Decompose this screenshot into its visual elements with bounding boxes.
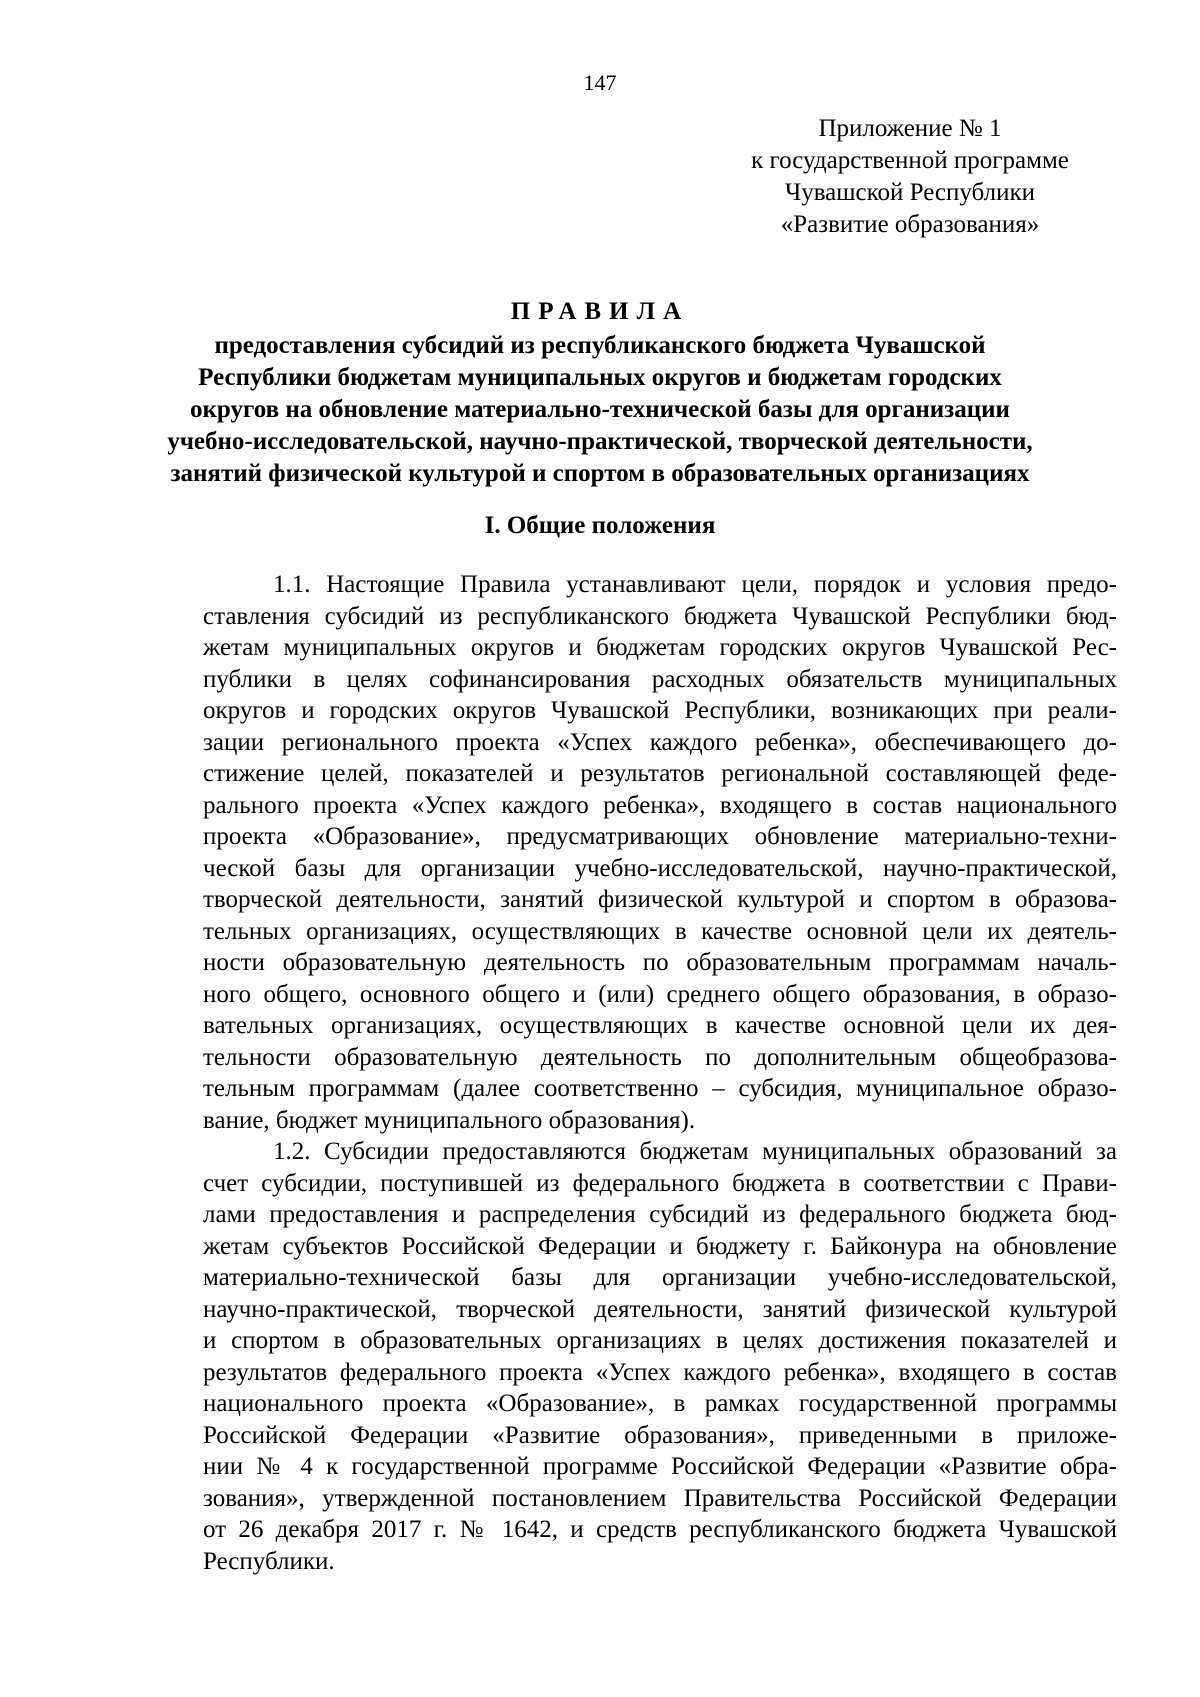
text-line: тельности образовательную деятельность по дополнительным общеобразова-	[203, 1043, 1117, 1071]
page-number: 147	[583, 70, 617, 95]
text-line: ного общего, основного общего и (или) среднего общего образования, в образо-	[203, 980, 1117, 1008]
body-text	[203, 569, 1117, 1577]
appendix-line: Приложение № 1	[818, 115, 1002, 142]
text-line: и спортом в образовательных организациях в целях достижения показателей и	[203, 1327, 1117, 1354]
text-line: жетам муниципальных округов и бюджетам городских округов Чувашской Рес-	[203, 634, 1117, 661]
text-line: национального проекта «Образование», в рамках государственной программы	[203, 1390, 1117, 1417]
document-title: ПРАВИЛА	[510, 298, 690, 325]
text-line: тельных организациях, осуществляющих в качестве основной цели их деятель-	[203, 917, 1117, 945]
text-line: лами предоставления и распределения субсидий из федерального бюджета бюд-	[203, 1201, 1117, 1228]
document-subtitle-line: занятий физической культурой и спортом в образовательных организациях	[170, 460, 1030, 487]
section-heading: I. Общие положения	[484, 512, 716, 539]
text-line: ности образовательную деятельность по образовательным программам началь-	[203, 949, 1117, 976]
document-title-block	[0, 296, 1200, 490]
text-line: тельным программам (далее соответственно – субсидия, муниципальное образо-	[203, 1075, 1117, 1102]
text-line: ставления субсидий из республиканского бюджета Чувашской Республики бюд-	[203, 602, 1117, 630]
text-line: от 26 декабря 2017 г. № 1642, и средств республиканского бюджета Чувашской	[203, 1516, 1117, 1543]
text-line: стижение целей, показателей и результатов региональной составляющей феде-	[203, 760, 1117, 787]
text-line: зования», утвержденной постановлением Правительства Российской Федерации	[203, 1484, 1117, 1512]
text-line: материально-технической базы для организации учебно-исследовательской,	[203, 1264, 1117, 1291]
paragraph-1-2	[203, 1136, 1117, 1577]
text-line: рального проекта «Успех каждого ребенка», входящего в состав национального	[203, 791, 1117, 819]
text-line: научно-практической, творческой деятельности, занятий физической культурой	[203, 1295, 1117, 1323]
text-line: публики в целях софинансирования расходных обязательств муниципальных	[203, 665, 1117, 693]
document-subtitle-line: предоставления субсидий из республиканского бюджета Чувашской	[214, 332, 986, 359]
text-line: 1.1. Настоящие Правила устанавливают цели, порядок и условия предо-	[273, 571, 1117, 598]
appendix-line: «Развитие образования»	[780, 211, 1040, 238]
text-line: округов и городских округов Чувашской Республики, возникающих при реали-	[203, 697, 1117, 724]
paragraph-1-1	[203, 569, 1117, 1136]
document-subtitle-line: учебно-исследовательской, научно-практической, творческой деятельности,	[167, 428, 1033, 455]
text-line: зации регионального проекта «Успех каждого ребенка», обеспечивающего до-	[203, 728, 1117, 756]
text-line: 1.2. Субсидии предоставляются бюджетам муниципальных образований за	[273, 1138, 1117, 1165]
text-line: ческой базы для организации учебно-исследовательской, научно-практической,	[203, 854, 1117, 882]
text-line: проекта «Образование», предусматривающих обновление материально-техни-	[203, 823, 1117, 850]
text-line: счет субсидии, поступившей из федерального бюджета в соответствии с Прави-	[203, 1169, 1117, 1197]
text-line: Российской Федерации «Развитие образования», приведенными в приложе-	[203, 1421, 1117, 1449]
appendix-line: к государственной программе	[751, 147, 1069, 174]
text-line: творческой деятельности, занятий физической культурой и спортом в образова-	[203, 886, 1117, 913]
document-subtitle-line: Республики бюджетам муниципальных округов и бюджетам городских	[198, 364, 1002, 391]
text-line: вательных организациях, осуществляющих в качестве основной цели их дея-	[203, 1012, 1117, 1039]
text-line: жетам субъектов Российской Федерации и бюджету г. Байконура на обновление	[203, 1232, 1117, 1260]
text-line: результатов федерального проекта «Успех каждого ребенка», входящего в состав	[203, 1358, 1117, 1386]
document-subtitle-line: округов на обновление материально-технической базы для организации	[190, 396, 1010, 423]
text-line: вание, бюджет муниципального образования).	[203, 1106, 696, 1134]
text-line: Республики.	[203, 1547, 335, 1575]
appendix-line: Чувашской Республики	[784, 179, 1036, 206]
appendix-reference	[720, 113, 1100, 241]
text-line: нии № 4 к государственной программе Российской Федерации «Развитие обра-	[203, 1453, 1117, 1480]
